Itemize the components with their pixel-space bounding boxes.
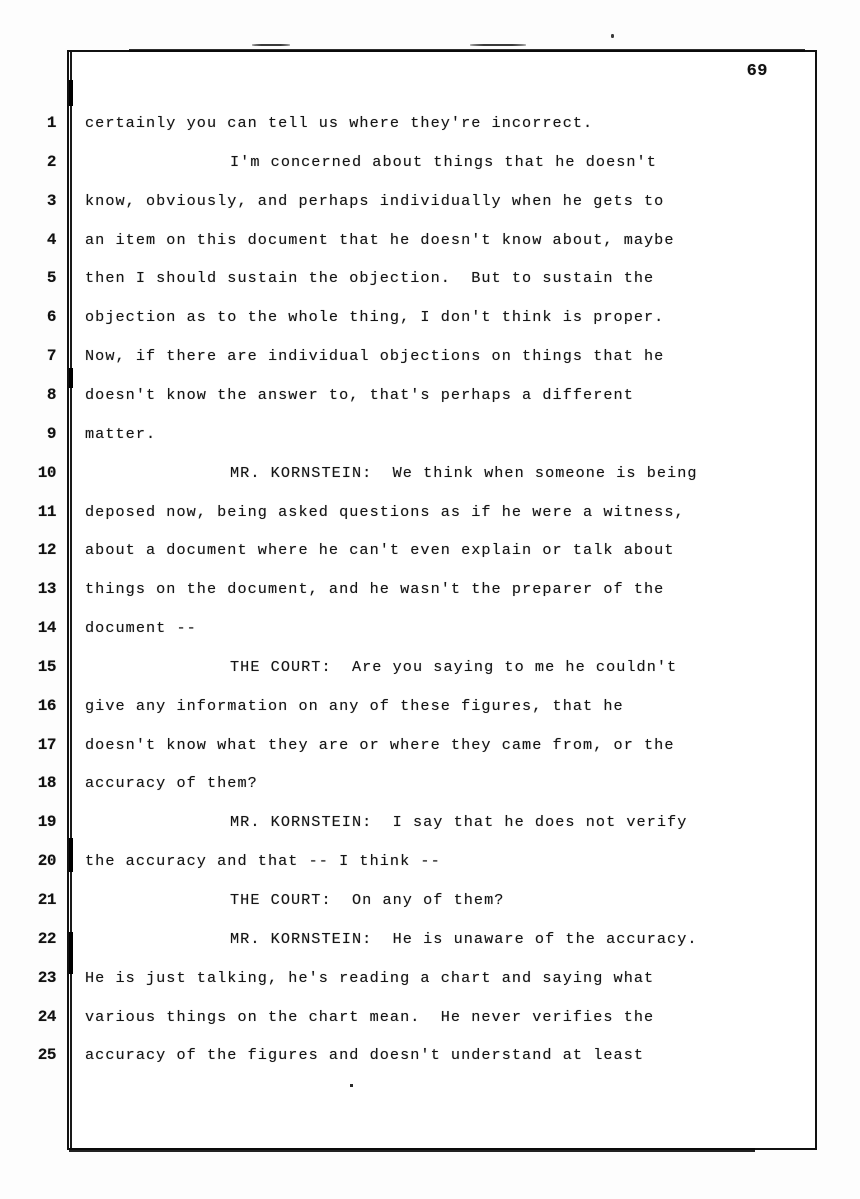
- line-number: 16: [37, 696, 56, 715]
- line-text: document --: [85, 619, 197, 638]
- line-text: then I should sustain the objection. But to sustain the: [85, 269, 655, 288]
- line-number: 25: [37, 1046, 56, 1065]
- transcript-line: [0, 736, 860, 766]
- line-number: 22: [37, 929, 56, 948]
- transcript-line: [0, 386, 860, 416]
- transcript-line: [0, 852, 860, 882]
- line-number: 11: [37, 502, 56, 521]
- line-text: give any information on any of these figures, that he: [85, 696, 624, 715]
- transcript-line: [0, 347, 860, 377]
- transcript-line: [0, 580, 860, 610]
- transcript-line: [0, 813, 860, 843]
- transcript-line: [0, 153, 860, 183]
- transcript-line: [0, 541, 860, 571]
- line-text: MR. KORNSTEIN: We think when someone is being: [230, 463, 698, 482]
- line-text: about a document where he can't even explain or talk about: [85, 541, 675, 560]
- transcript-line: [0, 464, 860, 494]
- line-number: 2: [46, 152, 56, 171]
- line-number: 10: [37, 463, 56, 482]
- line-text: Now, if there are individual objections on things that he: [85, 347, 665, 366]
- line-text: deposed now, being asked questions as if he were a witness,: [85, 502, 685, 521]
- line-text: things on the document, and he wasn't the preparer of the: [85, 580, 665, 599]
- scan-speck: [470, 44, 526, 46]
- line-number: 1: [46, 114, 56, 132]
- transcript-line: [0, 308, 860, 338]
- line-number: 15: [37, 657, 56, 676]
- line-number: 13: [37, 580, 56, 599]
- line-number: 18: [37, 774, 56, 793]
- transcript-line: [0, 658, 860, 688]
- scan-speck: [611, 34, 614, 38]
- line-number: 24: [37, 1007, 56, 1026]
- line-number: 19: [37, 813, 56, 832]
- line-text: an item on this document that he doesn't know about, maybe: [85, 230, 675, 249]
- line-text: THE COURT: Are you saying to me he couldn't: [230, 657, 678, 676]
- line-text: He is just talking, he's reading a chart and saying what: [85, 968, 655, 987]
- transcript-line: [0, 269, 860, 299]
- line-text: MR. KORNSTEIN: He is unaware of the accuracy.: [230, 929, 698, 948]
- line-text: I'm concerned about things that he doesn't: [230, 152, 657, 171]
- transcript-line: [0, 774, 860, 804]
- transcript-line: [0, 1008, 860, 1038]
- line-text: accuracy of them?: [85, 774, 258, 793]
- line-number: 6: [46, 308, 56, 327]
- transcript-line: [0, 697, 860, 727]
- line-number: 14: [37, 619, 56, 638]
- transcript-line: [0, 192, 860, 222]
- line-text: certainly you can tell us where they're incorrect.: [85, 114, 594, 132]
- line-text: THE COURT: On any of them?: [230, 891, 505, 909]
- line-number: 7: [46, 347, 56, 366]
- stray-ink-dot: [350, 1084, 353, 1087]
- line-number: 21: [37, 891, 56, 909]
- line-text: various things on the chart mean. He never verifies the: [85, 1007, 655, 1026]
- line-text: know, obviously, and perhaps individually when he gets to: [85, 191, 665, 210]
- line-number: 12: [37, 541, 56, 560]
- transcript-line: [0, 969, 860, 999]
- line-text: doesn't know the answer to, that's perhaps a different: [85, 385, 634, 404]
- line-text: accuracy of the figures and doesn't understand at least: [85, 1046, 645, 1065]
- line-text: objection as to the whole thing, I don't think is proper.: [85, 308, 665, 327]
- line-text: doesn't know what they are or where they came from, or the: [85, 735, 675, 754]
- line-number: 5: [46, 269, 56, 288]
- scan-speck: [252, 44, 290, 46]
- line-number: 20: [37, 852, 56, 871]
- transcript-line: [0, 891, 860, 921]
- line-number: 4: [46, 230, 56, 249]
- transcript-line: [0, 930, 860, 960]
- transcript-line: [0, 114, 860, 144]
- page-number: 69: [746, 62, 768, 81]
- line-number: 23: [37, 968, 56, 987]
- line-text: the accuracy and that -- I think --: [85, 852, 441, 871]
- line-number: 9: [46, 424, 56, 443]
- transcript-line: [0, 231, 860, 261]
- line-text: MR. KORNSTEIN: I say that he does not verify: [230, 813, 688, 832]
- line-number: 17: [37, 735, 56, 754]
- line-number: 3: [46, 191, 56, 210]
- transcript-line: [0, 503, 860, 533]
- transcript-line: [0, 619, 860, 649]
- transcript-line: [0, 1046, 860, 1076]
- transcript-line: [0, 425, 860, 455]
- line-number: 8: [46, 385, 56, 404]
- line-text: matter.: [85, 424, 157, 443]
